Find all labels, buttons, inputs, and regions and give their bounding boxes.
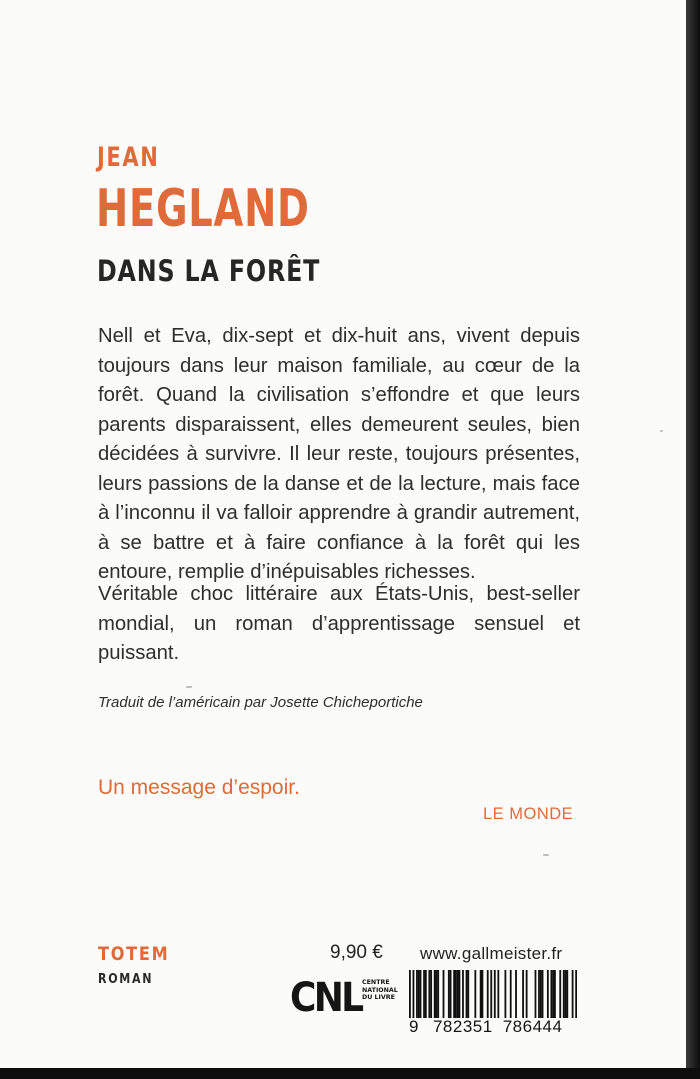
barcode-bar bbox=[482, 970, 484, 1018]
barcode-bar bbox=[572, 970, 574, 1018]
barcode-bar bbox=[425, 970, 427, 1018]
barcode-bar bbox=[430, 970, 432, 1018]
barcode-bar bbox=[416, 970, 418, 1018]
barcode-bar bbox=[459, 970, 461, 1018]
book-title: DANS LA FORÊT bbox=[97, 254, 321, 288]
barcode-bar bbox=[535, 970, 537, 1018]
barcode-bar bbox=[554, 970, 556, 1018]
barcode-bar bbox=[566, 970, 568, 1018]
barcode-bar bbox=[540, 970, 542, 1018]
barcode-bar bbox=[418, 970, 420, 1018]
barcode-bar bbox=[563, 970, 565, 1018]
collection-genre: ROMAN bbox=[98, 972, 154, 987]
press-quote: Un message d’espoir. bbox=[98, 776, 300, 799]
barcode-bar bbox=[542, 970, 544, 1018]
barcode-bar bbox=[428, 970, 430, 1018]
barcode-bar bbox=[450, 970, 452, 1018]
barcode-bar bbox=[466, 970, 468, 1018]
barcode-bar bbox=[487, 970, 489, 1018]
isbn-left-group: 782351 bbox=[432, 1017, 493, 1036]
barcode-bar bbox=[559, 970, 561, 1018]
isbn-first-digit: 9 bbox=[409, 1017, 419, 1036]
barcode-bar bbox=[423, 970, 425, 1018]
barcode-bar bbox=[457, 970, 459, 1018]
cnl-logo bbox=[290, 975, 400, 1030]
barcode-bar bbox=[455, 970, 457, 1018]
isbn-right-group: 786444 bbox=[502, 1017, 563, 1036]
publisher-website: www.gallmeister.fr bbox=[420, 944, 563, 963]
barcode-bar bbox=[420, 970, 422, 1018]
barcode-bar bbox=[434, 970, 436, 1018]
barcode-bar bbox=[522, 970, 524, 1018]
barcode-bar bbox=[575, 970, 577, 1018]
barcode-bar bbox=[462, 970, 464, 1018]
barcode-bar bbox=[413, 970, 415, 1018]
author-last-name: HEGLAND bbox=[96, 179, 310, 239]
synopsis-paragraph: Nell et Eva, dix-sept et dix-huit ans, vivent depuis toujours dans leur maison familiale, au cœur de la forêt. Quand la civilisation s’effondre et que leurs parents disparaissent, elles demeurent seules, bien décidées à survivre. Il leur reste, toujours présentes, leurs passions de la danse et de la lecture, mais face à l’inconnu il va falloir apprendre à grandir autrement, à se battre et à faire confiance à la forêt qui les entoure, remplie d’inépuisables richesses. bbox=[98, 325, 580, 583]
blurb-paragraph: Véritable choc littéraire aux États-Unis, best-seller mondial, un roman d’apprentissage sensuel et puissant. bbox=[98, 583, 580, 664]
press-quote-source: LE MONDE bbox=[483, 805, 574, 823]
barcode-bar bbox=[552, 970, 554, 1018]
barcode-bar bbox=[538, 970, 540, 1018]
print-speck bbox=[186, 686, 192, 688]
isbn-digits bbox=[409, 1017, 562, 1037]
barcode-bar bbox=[510, 970, 512, 1018]
barcode-bar bbox=[550, 970, 552, 1018]
page-edge bbox=[0, 1068, 700, 1079]
barcode-bar bbox=[497, 970, 499, 1018]
isbn-barcode bbox=[409, 970, 577, 1018]
barcode-bar bbox=[467, 970, 469, 1018]
collection-name: TOTEM bbox=[98, 943, 170, 965]
barcode-bar bbox=[565, 970, 567, 1018]
price-label: 9,90 € bbox=[330, 942, 383, 963]
barcode-bar bbox=[490, 970, 492, 1018]
cnl-logo-letters: CNL bbox=[290, 975, 362, 1021]
author-first-name: JEAN bbox=[97, 142, 160, 173]
barcode-bar bbox=[494, 970, 496, 1018]
barcode-bar bbox=[443, 970, 445, 1018]
cnl-caption-line: NATIONAL bbox=[362, 986, 398, 994]
translator-credit: Traduit de l’américain par Josette Chicheportiche bbox=[98, 694, 423, 711]
print-speck bbox=[660, 430, 663, 432]
barcode-bar bbox=[526, 970, 528, 1018]
barcode-bar bbox=[453, 970, 455, 1018]
cnl-caption-line: DU LIVRE bbox=[362, 994, 395, 1001]
barcode-bar bbox=[480, 970, 482, 1018]
cnl-logo-caption bbox=[362, 979, 398, 1002]
barcode-bar bbox=[547, 970, 549, 1018]
barcode-bar bbox=[515, 970, 517, 1018]
cnl-caption-line: CENTRE bbox=[362, 979, 390, 986]
barcode-bar bbox=[504, 970, 506, 1018]
barcode-bar bbox=[436, 970, 438, 1018]
barcode-bar bbox=[448, 970, 450, 1018]
print-speck bbox=[543, 854, 549, 856]
page-edge bbox=[686, 0, 700, 1079]
barcode-bar bbox=[474, 970, 476, 1018]
barcode-bar bbox=[409, 970, 411, 1018]
barcode-bar bbox=[437, 970, 439, 1018]
